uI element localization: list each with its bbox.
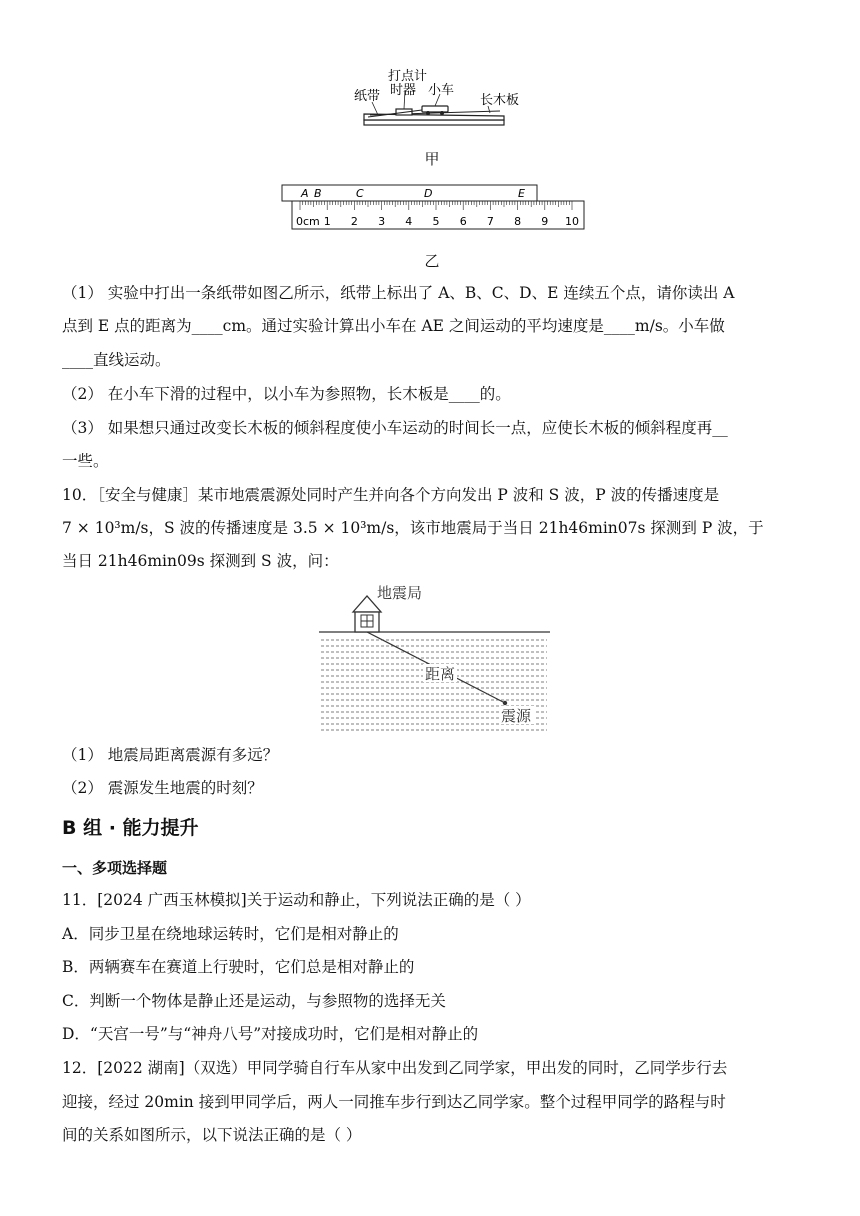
ruler-number: 0cm <box>296 215 320 228</box>
ruler-number: 4 <box>405 215 413 228</box>
ruler-number: 7 <box>486 215 494 228</box>
q10-part1: （1） 地震局距离震源有多远？ <box>62 746 279 764</box>
q9-part3-line2: 一些。 <box>62 452 109 470</box>
tape-point-C: C <box>356 187 364 200</box>
q9-part3-line1: （3） 如果想只通过改变长木板的倾斜程度使小车运动的时间长一点，应使长木板的倾斜程度再__ <box>62 419 728 437</box>
q10-part2: （2） 震源发生地震的时刻？ <box>62 779 263 797</box>
q11-option-b: B．两辆赛车在赛道上行驶时，它们总是相对静止的 <box>62 958 415 976</box>
ruler-number: 2 <box>350 215 358 228</box>
q9-part2: （2） 在小车下滑的过程中，以小车为参照物，长木板是____的。 <box>62 385 511 403</box>
tape-point-E: E <box>518 187 525 200</box>
ruler-number: 9 <box>541 215 549 228</box>
ruler-number: 5 <box>432 215 440 228</box>
label-source: 震源 <box>501 707 532 725</box>
tape-point-D: D <box>424 187 433 200</box>
q11-option-a: A．同步卫星在绕地球运转时，它们是相对静止的 <box>62 925 399 943</box>
earthquake-figure <box>315 580 555 735</box>
q11-option-d: D．“天宫一号”与“神舟八号”对接成功时，它们是相对静止的 <box>62 1025 479 1043</box>
tape-ruler-figure <box>270 180 600 238</box>
label-board: 长木板 <box>480 93 520 108</box>
ruler-number: 8 <box>514 215 522 228</box>
label-timer-2: 时器 <box>390 83 417 98</box>
ruler-number: 1 <box>323 215 331 228</box>
label-timer-1: 打点计 <box>388 69 428 84</box>
ruler-number: 10 <box>565 215 579 228</box>
q10-line3: 当日 21h46min09s 探测到 S 波，问： <box>62 552 339 570</box>
q11-stem: 11．[2024 广西玉林模拟]关于运动和静止，下列说法正确的是（ ） <box>62 891 531 909</box>
q11-option-c: C．判断一个物体是静止还是运动，与参照物的选择无关 <box>62 992 446 1010</box>
q10-line1: 10．［安全与健康］某市地震震源处同时产生并向各个方向发出 P 波和 S 波，P 波的传播速度是 <box>62 486 720 504</box>
q9-part1-line2: 点到 E 点的距离为____cm。通过实验计算出小车在 AE 之间运动的平均速度是____m/s。小车做 <box>62 317 725 335</box>
section-heading-b: B 组 · 能力提升 <box>62 817 199 839</box>
tape-point-B: B <box>314 187 322 200</box>
q12-line1: 12．[2022 湖南]（双选）甲同学骑自行车从家中出发到乙同学家，甲出发的同时，乙同学步行去 <box>62 1059 728 1077</box>
q10-line2: 7 × 10³m/s，S 波的传播速度是 3.5 × 10³m/s，该市地震局于当日 21h46min07s 探测到 P 波，于 <box>62 519 764 537</box>
q9-part1-line3: ____直线运动。 <box>62 351 171 369</box>
figure-caption-jia: 甲 <box>424 150 440 168</box>
q9-part1-line1: （1） 实验中打出一条纸带如图乙所示，纸带上标出了 A、B、C、D、E 连续五个点，请你读出 A <box>62 284 735 302</box>
label-cart: 小车 <box>428 83 455 98</box>
q12-line3: 间的关系如图所示，以下说法正确的是（ ） <box>62 1126 362 1144</box>
q12-line2: 迎接，经过 20min 接到甲同学后，两人一同推车步行到达乙同学家。整个过程甲同学的路程与时 <box>62 1093 726 1111</box>
tape-point-A: A <box>301 187 309 200</box>
subsection-heading-multiple-choice: 一、多项选择题 <box>62 859 168 877</box>
label-tape: 纸带 <box>354 89 381 104</box>
label-distance: 距离 <box>425 665 456 683</box>
label-station: 地震局 <box>377 584 423 602</box>
figure-caption-yi: 乙 <box>424 252 440 270</box>
ruler-number: 3 <box>378 215 386 228</box>
ruler-number: 6 <box>459 215 467 228</box>
incline-apparatus-figure <box>340 62 540 142</box>
